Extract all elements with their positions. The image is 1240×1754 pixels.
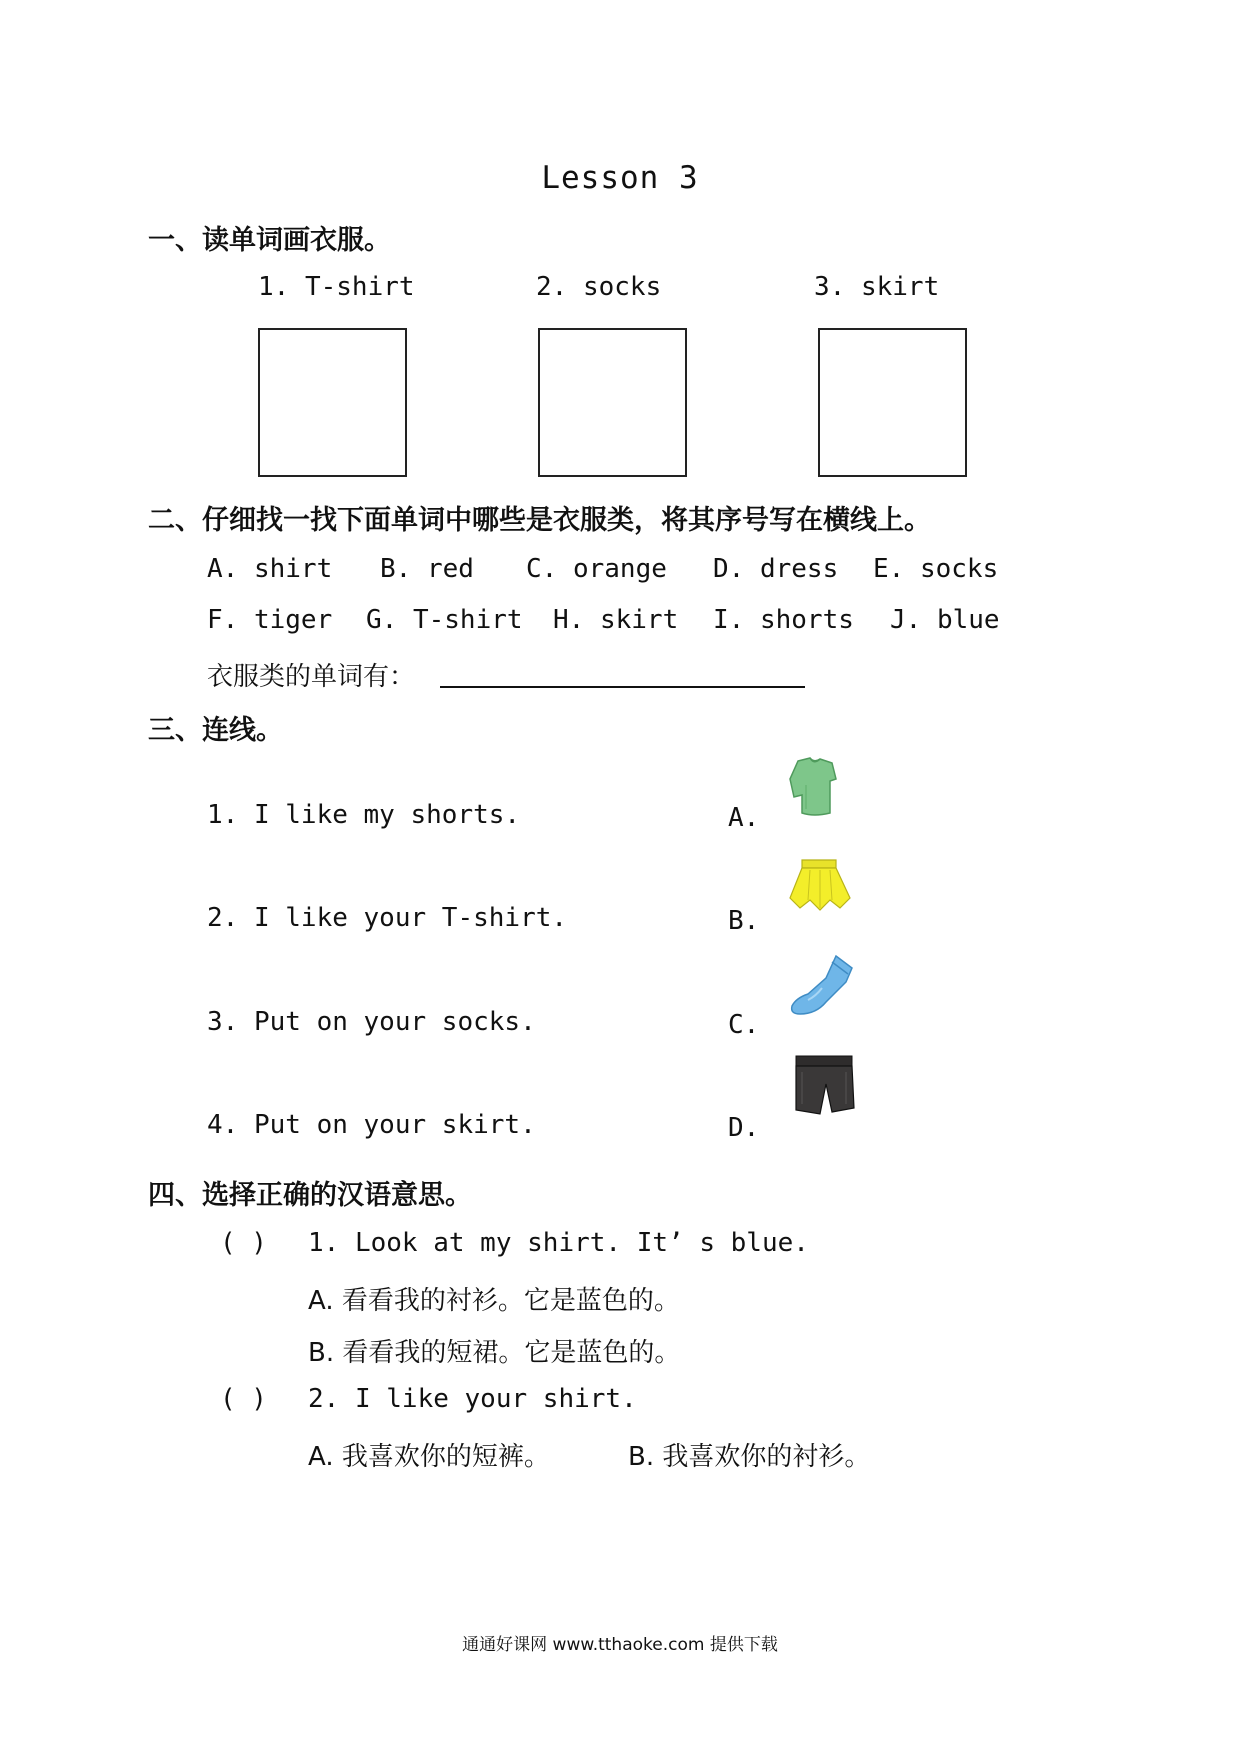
yellow-skirt-icon [788, 856, 854, 912]
section4-heading: 四、选择正确的汉语意思。 [148, 1180, 472, 1211]
footer-credit: 通通好课网 www.tthaoke.com 提供下载 [462, 1635, 778, 1655]
section3-heading: 三、连线。 [148, 715, 283, 746]
match-letter-d: D. [728, 1113, 760, 1143]
answer-bracket-1[interactable]: ( ) [220, 1228, 267, 1258]
question-1-option-b: B. 看看我的短裙。它是蓝色的。 [308, 1338, 681, 1368]
word-option-b: B. red [380, 554, 474, 584]
word-option-e: E. socks [873, 554, 999, 584]
match-sentence-3: 3. Put on your socks. [207, 1007, 536, 1037]
page-title: Lesson 3 [541, 160, 699, 196]
question-1: 1. Look at my shirt. It’ s blue. [308, 1228, 809, 1258]
word-option-g: G. T-shirt [366, 605, 523, 635]
word-option-i: I. shorts [713, 605, 854, 635]
question-2: 2. I like your shirt. [308, 1384, 637, 1414]
section2-heading: 二、仔细找一找下面单词中哪些是衣服类，将其序号写在横线上。 [148, 505, 931, 536]
match-sentence-4: 4. Put on your skirt. [207, 1110, 536, 1140]
answer-blank-line[interactable] [440, 686, 805, 688]
question-2-option-b: B. 我喜欢你的衬衫。 [628, 1442, 871, 1472]
word-option-j: J. blue [890, 605, 1000, 635]
question-1-option-a: A. 看看我的衬衫。它是蓝色的。 [308, 1286, 680, 1316]
draw-word-1: 1. T-shirt [258, 272, 415, 302]
word-option-c: C. orange [526, 554, 667, 584]
blue-socks-icon [786, 952, 858, 1018]
match-letter-b: B. [728, 906, 760, 936]
draw-word-2: 2. socks [536, 272, 662, 302]
word-option-a: A. shirt [207, 554, 333, 584]
word-option-f: F. tiger [207, 605, 333, 635]
black-shorts-icon [790, 1052, 858, 1118]
word-option-h: H. skirt [553, 605, 679, 635]
green-tshirt-icon [780, 755, 848, 819]
question-2-option-a: A. 我喜欢你的短裤。 [308, 1442, 550, 1472]
section1-heading: 一、读单词画衣服。 [148, 225, 391, 256]
drawing-box-3[interactable] [818, 328, 967, 477]
draw-word-3: 3. skirt [814, 272, 940, 302]
answer-bracket-2[interactable]: ( ) [220, 1384, 267, 1414]
drawing-box-2[interactable] [538, 328, 687, 477]
match-sentence-1: 1. I like my shorts. [207, 800, 521, 830]
word-option-d: D. dress [713, 554, 839, 584]
match-letter-c: C. [728, 1010, 760, 1040]
answer-label: 衣服类的单词有： [207, 662, 416, 692]
match-letter-a: A. [728, 803, 760, 833]
match-sentence-2: 2. I like your T-shirt. [207, 903, 568, 933]
drawing-box-1[interactable] [258, 328, 407, 477]
